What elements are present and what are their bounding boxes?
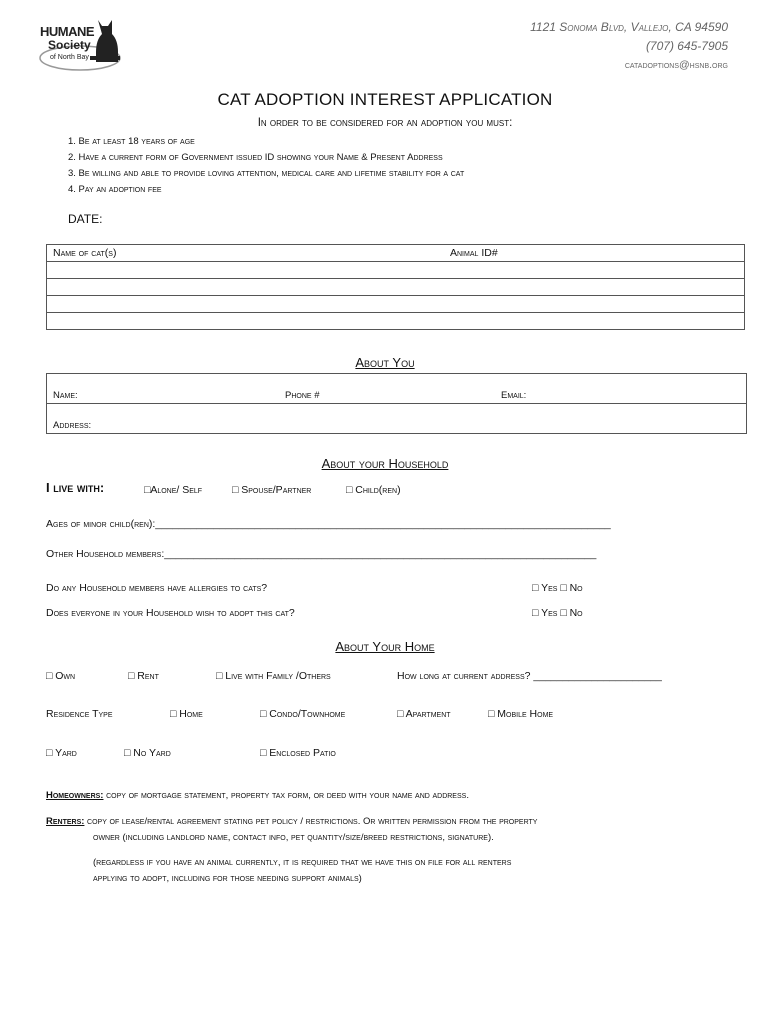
org-email: catadoptions@hsnb.org xyxy=(624,59,728,71)
requirement-item: 2. Have a current form of Government issued ID showing your Name & Present Address xyxy=(68,152,443,163)
animal-id-header: Animal ID# xyxy=(444,245,745,262)
table-row[interactable] xyxy=(47,279,745,296)
page-title: CAT ADOPTION INTEREST APPLICATION xyxy=(217,90,553,109)
enclosed-patio-checkbox[interactable]: □ Enclosed Patio xyxy=(260,747,336,759)
requirement-item: 3. Be willing and able to provide loving attention, medical care and lifetime stability for a cat xyxy=(68,168,465,179)
renters-text-1: copy of lease/rental agreement stating pet policy / restrictions. Or written permission from the property xyxy=(84,816,538,827)
cat-entry-cell[interactable] xyxy=(47,313,745,330)
cat-entry-cell[interactable] xyxy=(47,262,745,279)
page-subtitle: In order to be considered for an adoption you must: xyxy=(257,117,513,129)
phone-field-label[interactable]: Phone # xyxy=(285,390,320,401)
no-yard-checkbox[interactable]: □ No Yard xyxy=(124,747,171,759)
about-you-box xyxy=(46,373,747,434)
renters-note xyxy=(46,814,537,830)
spouse-checkbox[interactable]: □ Spouse/Partner xyxy=(232,484,312,496)
logo-text-society: Society xyxy=(48,38,91,52)
renters-text-2: owner (including landlord name, contact info, pet quantity/size/breed restrictions, signature). xyxy=(93,832,494,843)
adopt-question: Does everyone in your Household wish to adopt this cat? xyxy=(46,607,295,619)
yard-checkbox[interactable]: □ Yard xyxy=(46,747,77,759)
cats-table xyxy=(46,244,745,330)
date-label[interactable]: DATE: xyxy=(68,212,103,226)
requirement-item: 1. Be at least 18 years of age xyxy=(68,136,195,147)
rent-checkbox[interactable]: □ Rent xyxy=(128,670,159,682)
logo-text-north-bay: of North Bay xyxy=(50,54,89,61)
own-checkbox[interactable]: □ Own xyxy=(46,670,76,682)
table-row[interactable] xyxy=(47,313,745,330)
mobile-home-checkbox[interactable]: □ Mobile Home xyxy=(488,708,554,720)
ages-minor-field[interactable]: Ages of minor child(ren):______________________________________________________________________________ xyxy=(46,518,611,530)
requirement-item: 4. Pay an adoption fee xyxy=(68,184,162,195)
condo-checkbox[interactable]: □ Condo/Townhome xyxy=(260,708,346,720)
requirements-list xyxy=(68,134,464,198)
table-row xyxy=(47,245,745,262)
other-members-field[interactable]: Other Household members:__________________________________________________________________________ xyxy=(46,548,597,560)
org-address: 1121 Sonoma Blvd, Vallejo, CA 94590 xyxy=(530,20,728,34)
alone-checkbox[interactable]: □Alone/ Self xyxy=(144,484,203,496)
regardless-text-2: applying to adopt, including for those needing support animals) xyxy=(93,873,362,884)
regardless-text-1: (regardless if you have an animal currently, it is required that we have this on file for all renters xyxy=(93,857,512,868)
logo-text-humane: HUMANE xyxy=(40,24,95,39)
address-field-label[interactable]: Address: xyxy=(53,420,92,431)
live-family-checkbox[interactable]: □ Live with Family /Others xyxy=(216,670,331,682)
table-row[interactable] xyxy=(47,296,745,313)
org-contact-block xyxy=(530,18,728,75)
homeowners-label: Homeowners: xyxy=(46,790,104,801)
renters-label: Renters: xyxy=(46,816,85,827)
homeowners-text: copy of mortgage statement, property tax form, or deed with your name and address. xyxy=(103,790,469,801)
table-row[interactable] xyxy=(47,262,745,279)
cat-entry-cell[interactable] xyxy=(47,279,745,296)
allergies-yes-no-checkbox[interactable]: □ Yes □ No xyxy=(532,582,583,594)
about-you-heading: About You xyxy=(355,355,415,370)
name-field-label[interactable]: Name: xyxy=(53,390,78,401)
cat-entry-cell[interactable] xyxy=(47,296,745,313)
about-you-row-1 xyxy=(47,374,746,404)
how-long-field[interactable]: How long at current address? ______________________ xyxy=(397,670,662,682)
home-checkbox[interactable]: □ Home xyxy=(170,708,203,720)
residence-type-label: Residence Type xyxy=(46,708,113,720)
cat-name-header: Name of cat(s) xyxy=(47,245,445,262)
email-field-label[interactable]: Email: xyxy=(501,390,527,401)
apartment-checkbox[interactable]: □ Apartment xyxy=(397,708,451,720)
allergies-question: Do any Household members have allergies to cats? xyxy=(46,582,268,594)
child-checkbox[interactable]: □ Child(ren) xyxy=(346,484,401,496)
live-with-label: I live with: xyxy=(46,480,105,495)
org-phone: (707) 645-7905 xyxy=(645,39,728,53)
humane-society-logo xyxy=(36,18,126,74)
household-heading: About your Household xyxy=(321,456,449,471)
home-heading: About Your Home xyxy=(335,639,435,654)
homeowners-note xyxy=(46,788,469,804)
adopt-yes-no-checkbox[interactable]: □ Yes □ No xyxy=(532,607,583,619)
